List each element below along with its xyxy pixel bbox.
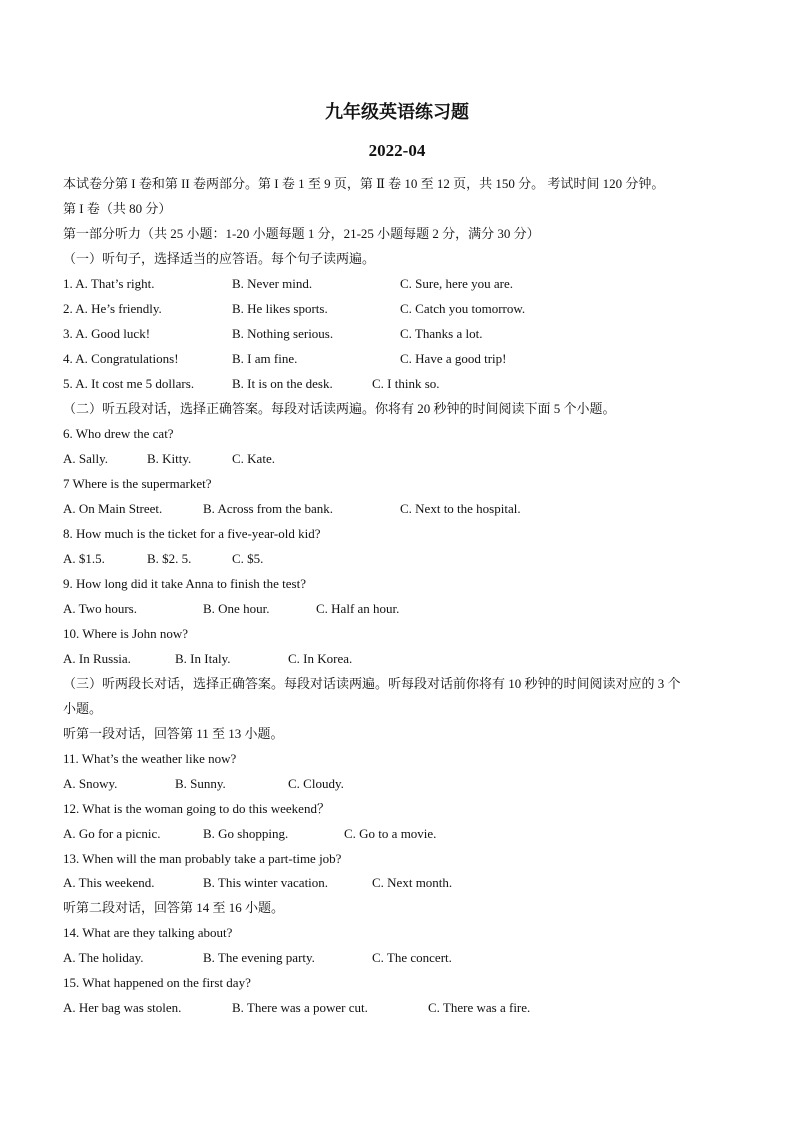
option-b: B. Go shopping. (203, 826, 289, 841)
option-a: 3. A. Good luck! (63, 326, 151, 341)
question: 8. How much is the ticket for a five-year-old kid? (63, 526, 321, 541)
option-b: B. There was a power cut. (232, 1000, 368, 1015)
section-heading-continued: 小题。 (63, 701, 103, 716)
option-c: C. Kate. (232, 451, 275, 466)
part-heading: 第一部分听力（共 25 小题：1-20 小题每题 1 分，21-25 小题每题 2 分，满分 30 分） (63, 226, 540, 241)
option-c: C. Half an hour. (316, 601, 400, 616)
option-a: A. Her bag was stolen. (63, 1000, 182, 1015)
option-b: B. One hour. (203, 601, 270, 616)
option-b: B. Kitty. (147, 451, 192, 466)
option-c: C. Go to a movie. (344, 826, 437, 841)
option-b: B. Sunny. (175, 776, 226, 791)
intro-line: 本试卷分第 I 卷和第 II 卷两部分。第 I 卷 1 至 9 页，第 Ⅱ 卷 10 至 12 页，共 150 分。 考试时间 120 分钟。 (63, 176, 665, 191)
option-c: C. In Korea. (288, 651, 353, 666)
dialog-intro: 听第二段对话，回答第 14 至 16 小题。 (63, 900, 285, 915)
section-heading: （一）听句子，选择适当的应答语。每个句子读两遍。 (63, 251, 376, 266)
option-a: A. On Main Street. (63, 501, 163, 516)
option-c: C. Have a good trip! (400, 351, 507, 366)
option-b: B. It is on the desk. (232, 376, 333, 391)
option-a: A. This weekend. (63, 875, 155, 890)
option-c: C. Sure, here you are. (400, 276, 513, 291)
option-c: C. There was a fire. (428, 1000, 531, 1015)
question: 10. Where is John now? (63, 626, 189, 641)
option-c: C. $5. (232, 551, 264, 566)
option-a: A. Two hours. (63, 601, 137, 616)
option-c: C. Cloudy. (288, 776, 344, 791)
volume-heading: 第 I 卷（共 80 分） (63, 201, 172, 216)
exam-date: 2022-04 (368, 141, 426, 160)
section-heading: （三）听两段长对话，选择正确答案。每段对话读两遍。听每段对话前你将有 10 秒钟的时间阅读对应的 3 个 (63, 676, 681, 691)
option-a: 5. A. It cost me 5 dollars. (63, 376, 195, 391)
dialog-intro: 听第一段对话，回答第 11 至 13 小题。 (63, 726, 284, 741)
question: 15. What happened on the first day? (63, 975, 251, 990)
question: 9. How long did it take Anna to finish the test? (63, 576, 306, 591)
option-c: C. The concert. (372, 950, 452, 965)
option-b: B. Across from the bank. (203, 501, 333, 516)
option-a: A. $1.5. (63, 551, 105, 566)
option-c: C. Thanks a lot. (400, 326, 483, 341)
option-a: 4. A. Congratulations! (63, 351, 179, 366)
option-b: B. The evening party. (203, 950, 315, 965)
option-c: C. Next month. (372, 875, 453, 890)
option-b: B. This winter vacation. (203, 875, 329, 890)
question: 7 Where is the supermarket? (63, 476, 212, 491)
section-heading: （二）听五段对话，选择正确答案。每段对话读两遍。你将有 20 秒钟的时间阅读下面 5 个小题。 (63, 401, 616, 416)
option-a: 2. A. He’s friendly. (63, 301, 162, 316)
option-c: C. Catch you tomorrow. (400, 301, 526, 316)
option-a: A. Snowy. (63, 776, 118, 791)
question: 6. Who drew the cat? (63, 426, 174, 441)
option-b: B. $2. 5. (147, 551, 192, 566)
option-a: A. In Russia. (63, 651, 131, 666)
option-b: B. In Italy. (175, 651, 231, 666)
option-a: 1. A. That’s right. (63, 276, 155, 291)
option-b: B. He likes sports. (232, 301, 328, 316)
option-c: C. Next to the hospital. (400, 501, 521, 516)
option-a: A. The holiday. (63, 950, 144, 965)
option-a: A. Go for a picnic. (63, 826, 161, 841)
option-a: A. Sally. (63, 451, 109, 466)
question: 12. What is the woman going to do this weekend？ (63, 801, 330, 816)
option-c: C. I think so. (372, 376, 440, 391)
option-b: B. Nothing serious. (232, 326, 334, 341)
option-b: B. Never mind. (232, 276, 313, 291)
question: 13. When will the man probably take a part-time job? (63, 851, 342, 866)
question: 14. What are they talking about? (63, 925, 233, 940)
question: 11. What’s the weather like now? (63, 751, 237, 766)
page-title: 九年级英语练习题 (325, 102, 469, 122)
option-b: B. I am fine. (232, 351, 298, 366)
